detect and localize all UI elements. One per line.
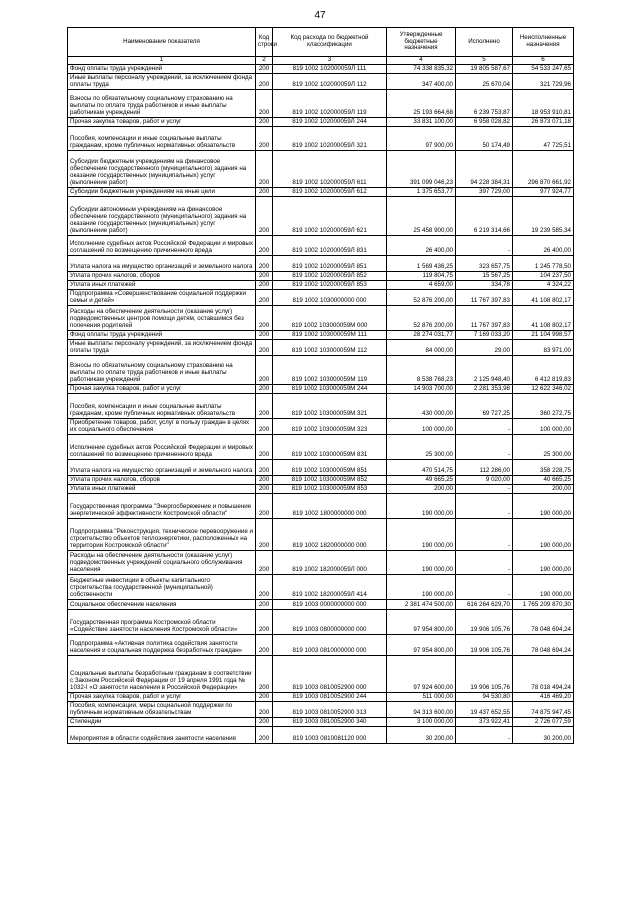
executed-amount: 6 239 753,87 <box>456 90 513 118</box>
indicator-name: Фонд оплаты труда учреждений <box>68 65 256 74</box>
table-row <box>68 718 574 727</box>
approved-amount: 470 514,75 <box>387 460 456 476</box>
unexecuted-amount: 100 000,00 <box>513 419 574 435</box>
row-code: 200 <box>256 419 273 435</box>
classification-code: 819 1002 1820000000 000 <box>273 519 387 551</box>
classification-code: 819 1002 182000059Л 000 <box>273 551 387 575</box>
indicator-name: Иные выплаты персоналу учреждений, за исключением фонда оплаты труда <box>68 340 256 356</box>
table-row <box>68 394 574 419</box>
unexecuted-amount: 4 324,22 <box>513 281 574 290</box>
executed-amount: 19 906 105,76 <box>456 610 513 635</box>
classification-code: 819 1002 103000059М 112 <box>273 340 387 356</box>
unexecuted-amount: 296 870 661,92 <box>513 151 574 188</box>
table-row <box>68 256 574 272</box>
classification-code: 819 1003 0000000000 000 <box>273 600 387 610</box>
executed-amount: - <box>456 551 513 575</box>
approved-amount: 14 903 700,00 <box>387 385 456 394</box>
classification-code: 819 1002 103000059М 321 <box>273 394 387 419</box>
executed-amount: 50 174,49 <box>456 127 513 151</box>
executed-amount: 94 228 384,31 <box>456 151 513 188</box>
executed-amount: 25 670,04 <box>456 74 513 90</box>
classification-code: 819 1002 103000059М 831 <box>273 435 387 460</box>
indicator-name: Бюджетные инвестиции в объекты капитального строительства государственной (муниципальной) собственности <box>68 575 256 600</box>
approved-amount: 74 338 835,32 <box>387 65 456 74</box>
table-body <box>68 65 574 744</box>
row-code: 200 <box>256 727 273 744</box>
row-code: 200 <box>256 281 273 290</box>
header-approved: Утвержденные бюджетные назначения <box>387 28 456 57</box>
row-code: 200 <box>256 575 273 600</box>
table-row <box>68 610 574 635</box>
indicator-name: Взносы по обязательному социальному страхованию на выплаты по оплате труда работников и иные выплаты работникам учреждений <box>68 356 256 385</box>
approved-amount: 190 000,00 <box>387 519 456 551</box>
indicator-name: Подпрограмма «Активная политика содействия занятости населения и социальная поддержка безработных граждан» <box>68 635 256 656</box>
classification-code: 819 1003 0810052900 313 <box>273 702 387 718</box>
row-code: 200 <box>256 494 273 519</box>
row-code: 200 <box>256 656 273 693</box>
row-code: 200 <box>256 340 273 356</box>
approved-amount: 28 274 031,77 <box>387 331 456 340</box>
executed-amount: 19 805 587,67 <box>456 65 513 74</box>
classification-code: 819 1002 182000059Л 414 <box>273 575 387 600</box>
unexecuted-amount: 21 104 998,57 <box>513 331 574 340</box>
approved-amount: 52 876 200,00 <box>387 290 456 306</box>
unexecuted-amount: 416 469,20 <box>513 693 574 702</box>
indicator-name: Исполнение судебных актов Российской Федерации и мировых соглашений по возмещению причиненного вреда <box>68 236 256 256</box>
row-code: 200 <box>256 188 273 197</box>
unexecuted-amount: 19 239 585,34 <box>513 197 574 236</box>
indicator-name: Взносы по обязательному социальному страхованию на выплаты по оплате труда работников и иные выплаты работникам учреждений <box>68 90 256 118</box>
executed-amount: - <box>456 435 513 460</box>
table-row <box>68 419 574 435</box>
unexecuted-amount: 74 875 947,45 <box>513 702 574 718</box>
indicator-name: Фонд оплаты труда учреждений <box>68 331 256 340</box>
column-number: 2 <box>256 57 273 65</box>
classification-code: 819 1003 0810000000 000 <box>273 635 387 656</box>
row-code: 200 <box>256 385 273 394</box>
indicator-name: Прочая закупка товаров, работ и услуг <box>68 118 256 127</box>
approved-amount: 347 400,00 <box>387 74 456 90</box>
table-row <box>68 356 574 385</box>
executed-amount: 15 567,25 <box>456 272 513 281</box>
unexecuted-amount: 26 873 071,18 <box>513 118 574 127</box>
approved-amount: 190 000,00 <box>387 551 456 575</box>
row-code: 200 <box>256 306 273 331</box>
indicator-name: Приобретение товаров, работ, услуг в пользу граждан в целях их социального обеспечения <box>68 419 256 435</box>
table-row <box>68 519 574 551</box>
classification-code: 819 1002 1800000000 000 <box>273 494 387 519</box>
approved-amount: 190 000,00 <box>387 575 456 600</box>
indicator-name: Уплата иных платежей <box>68 281 256 290</box>
column-number: 5 <box>456 57 513 65</box>
header-executed: Исполнено <box>456 28 513 57</box>
approved-amount: 391 099 046,23 <box>387 151 456 188</box>
unexecuted-amount: 30 200,00 <box>513 727 574 744</box>
classification-code: 819 1002 103000059М 852 <box>273 476 387 485</box>
executed-amount: 11 767 397,83 <box>456 290 513 306</box>
unexecuted-amount: 47 725,51 <box>513 127 574 151</box>
row-code: 200 <box>256 356 273 385</box>
row-code: 200 <box>256 635 273 656</box>
classification-code: 819 1002 102000059Л 112 <box>273 74 387 90</box>
classification-code: 819 1002 103000059М 323 <box>273 419 387 435</box>
row-code: 200 <box>256 331 273 340</box>
row-code: 200 <box>256 197 273 236</box>
approved-amount: 3 100 000,00 <box>387 718 456 727</box>
unexecuted-amount: 358 228,75 <box>513 460 574 476</box>
unexecuted-amount: 190 000,00 <box>513 519 574 551</box>
executed-amount: 397 729,00 <box>456 188 513 197</box>
unexecuted-amount: 6 412 819,83 <box>513 356 574 385</box>
executed-amount: - <box>456 494 513 519</box>
indicator-name: Пособия, компенсации, меры социальной поддержки по публичным нормативным обязательствам <box>68 702 256 718</box>
indicator-name: Уплата прочих налогов, сборов <box>68 272 256 281</box>
executed-amount: - <box>456 485 513 494</box>
indicator-name: Расходы на обеспечение деятельности (оказание услуг) подведомственных центров помощи детям, оставшимся без попечения родителей <box>68 306 256 331</box>
unexecuted-amount: 190 000,00 <box>513 575 574 600</box>
row-code: 200 <box>256 435 273 460</box>
indicator-name: Пособия, компенсации и иные социальные выплаты гражданам, кроме публичных нормативных обязательств <box>68 127 256 151</box>
row-code: 200 <box>256 256 273 272</box>
table-row <box>68 494 574 519</box>
row-code: 200 <box>256 600 273 610</box>
approved-amount: 2 381 474 500,00 <box>387 600 456 610</box>
classification-code: 819 1002 103000059М 119 <box>273 356 387 385</box>
table-header-row <box>68 28 574 57</box>
indicator-name: Мероприятия в области содействия занятости населения <box>68 727 256 744</box>
approved-amount: 190 000,00 <box>387 494 456 519</box>
row-code: 200 <box>256 151 273 188</box>
table-row <box>68 197 574 236</box>
executed-amount: 69 727,25 <box>456 394 513 419</box>
unexecuted-amount: 40 665,25 <box>513 476 574 485</box>
approved-amount: 33 831 100,00 <box>387 118 456 127</box>
unexecuted-amount: 190 000,00 <box>513 551 574 575</box>
approved-amount: 84 000,00 <box>387 340 456 356</box>
classification-code: 819 1002 102000059Л 853 <box>273 281 387 290</box>
classification-code: 819 1002 102000059Л 244 <box>273 118 387 127</box>
unexecuted-amount: 200,00 <box>513 485 574 494</box>
unexecuted-amount: 360 272,75 <box>513 394 574 419</box>
approved-amount: 1 569 436,25 <box>387 256 456 272</box>
unexecuted-amount: 12 622 346,02 <box>513 385 574 394</box>
row-code: 200 <box>256 519 273 551</box>
unexecuted-amount: 104 237,50 <box>513 272 574 281</box>
executed-amount: 2 125 948,40 <box>456 356 513 385</box>
row-code: 200 <box>256 272 273 281</box>
classification-code: 819 1002 102000059Л 321 <box>273 127 387 151</box>
row-code: 200 <box>256 702 273 718</box>
approved-amount: 100 000,00 <box>387 419 456 435</box>
table-row <box>68 635 574 656</box>
approved-amount: 30 200,00 <box>387 727 456 744</box>
classification-code: 819 1002 103000059М 853 <box>273 485 387 494</box>
row-code: 200 <box>256 65 273 74</box>
table-row <box>68 188 574 197</box>
row-code: 200 <box>256 236 273 256</box>
row-code: 200 <box>256 551 273 575</box>
approved-amount: 94 313 600,00 <box>387 702 456 718</box>
approved-amount: 119 804,75 <box>387 272 456 281</box>
row-code: 200 <box>256 693 273 702</box>
table-row <box>68 151 574 188</box>
classification-code: 819 1002 102000059Л 831 <box>273 236 387 256</box>
classification-code: 819 1003 0800000000 000 <box>273 610 387 635</box>
classification-code: 819 1002 102000059Л 119 <box>273 90 387 118</box>
executed-amount: 373 922,41 <box>456 718 513 727</box>
approved-amount: 25 193 664,68 <box>387 90 456 118</box>
approved-amount: 4 659,00 <box>387 281 456 290</box>
executed-amount: 19 906 105,76 <box>456 635 513 656</box>
row-code: 200 <box>256 610 273 635</box>
classification-code: 819 1002 102000059Л 852 <box>273 272 387 281</box>
header-row-code: Код строки <box>256 28 273 57</box>
classification-code: 819 1002 103000059М 000 <box>273 306 387 331</box>
unexecuted-amount: 26 400,00 <box>513 236 574 256</box>
column-number: 6 <box>513 57 574 65</box>
table-row <box>68 74 574 90</box>
classification-code: 819 1002 1030000000 000 <box>273 290 387 306</box>
executed-amount: - <box>456 575 513 600</box>
budget-execution-table <box>67 27 574 744</box>
table-row <box>68 460 574 476</box>
table-row <box>68 551 574 575</box>
approved-amount: 97 900,00 <box>387 127 456 151</box>
executed-amount: 11 767 397,83 <box>456 306 513 331</box>
classification-code: 819 1003 0810081120 000 <box>273 727 387 744</box>
row-code: 200 <box>256 127 273 151</box>
approved-amount: 97 954 800,00 <box>387 635 456 656</box>
executed-amount: 323 657,75 <box>456 256 513 272</box>
table-row <box>68 290 574 306</box>
executed-amount: 19 906 105,76 <box>456 656 513 693</box>
executed-amount: 6 219 314,66 <box>456 197 513 236</box>
approved-amount: 97 924 600,00 <box>387 656 456 693</box>
table-row <box>68 272 574 281</box>
classification-code: 819 1002 102000059Л 851 <box>273 256 387 272</box>
table-row <box>68 306 574 331</box>
indicator-name: Иные выплаты персоналу учреждений, за исключением фонда оплаты труда <box>68 74 256 90</box>
table-row <box>68 385 574 394</box>
row-code: 200 <box>256 394 273 419</box>
classification-code: 819 1003 0810052900 000 <box>273 656 387 693</box>
column-number-row <box>68 57 574 65</box>
page-number: 47 <box>314 10 326 21</box>
executed-amount: 616 264 629,70 <box>456 600 513 610</box>
table-row <box>68 281 574 290</box>
table-row <box>68 118 574 127</box>
table-row <box>68 485 574 494</box>
approved-amount: 1 375 653,77 <box>387 188 456 197</box>
executed-amount: 7 169 033,20 <box>456 331 513 340</box>
table-row <box>68 476 574 485</box>
classification-code: 819 1002 103000059М 111 <box>273 331 387 340</box>
unexecuted-amount: 2 726 077,59 <box>513 718 574 727</box>
indicator-name: Уплата прочих налогов, сборов <box>68 476 256 485</box>
indicator-name: Исполнение судебных актов Российской Федерации и мировых соглашений по возмещению причиненного вреда <box>68 435 256 460</box>
approved-amount: 49 665,25 <box>387 476 456 485</box>
indicator-name: Субсидии автономным учреждениям на финансовое обеспечение государственного (муниципального) задания на оказание государственных (муниципальных) услуг (выполнение работ) <box>68 197 256 236</box>
table-row <box>68 575 574 600</box>
indicator-name: Уплата налога на имущество организаций и земельного налога <box>68 256 256 272</box>
table-row <box>68 702 574 718</box>
indicator-name: Расходы на обеспечение деятельности (оказание услуг) подведомственных учреждений социального обслуживания населения <box>68 551 256 575</box>
unexecuted-amount: 54 533 247,65 <box>513 65 574 74</box>
indicator-name: Прочая закупка товаров, работ и услуг <box>68 693 256 702</box>
table-row <box>68 727 574 744</box>
executed-amount: 2 281 353,98 <box>456 385 513 394</box>
row-code: 200 <box>256 718 273 727</box>
header-unexecuted: Неисполненные назначения <box>513 28 574 57</box>
table-row <box>68 656 574 693</box>
indicator-name: Подпрограмма "Реконструкция, техническое перевооружение и строительство объектов теплоэнергетики, расположенных на территории Костромской области" <box>68 519 256 551</box>
column-number: 4 <box>387 57 456 65</box>
executed-amount: - <box>456 727 513 744</box>
classification-code: 819 1002 102000059Л 621 <box>273 197 387 236</box>
executed-amount: 29,00 <box>456 340 513 356</box>
indicator-name: Уплата иных платежей <box>68 485 256 494</box>
classification-code: 819 1003 0810052900 340 <box>273 718 387 727</box>
indicator-name: Стипендии <box>68 718 256 727</box>
table-row <box>68 90 574 118</box>
approved-amount: 52 876 200,00 <box>387 306 456 331</box>
executed-amount: 6 958 028,82 <box>456 118 513 127</box>
table-row <box>68 340 574 356</box>
table-row <box>68 127 574 151</box>
classification-code: 819 1003 0810052900 244 <box>273 693 387 702</box>
executed-amount: - <box>456 419 513 435</box>
header-indicator-name: Наименование показателя <box>68 28 256 57</box>
unexecuted-amount: 41 108 802,17 <box>513 290 574 306</box>
row-code: 200 <box>256 118 273 127</box>
approved-amount: 25 458 900,00 <box>387 197 456 236</box>
unexecuted-amount: 78 018 494,24 <box>513 656 574 693</box>
approved-amount: 8 538 768,23 <box>387 356 456 385</box>
table-row <box>68 236 574 256</box>
executed-amount: - <box>456 519 513 551</box>
executed-amount: 94 530,80 <box>456 693 513 702</box>
unexecuted-amount: 41 108 802,17 <box>513 306 574 331</box>
row-code: 200 <box>256 476 273 485</box>
row-code: 200 <box>256 460 273 476</box>
executed-amount: 19 437 652,55 <box>456 702 513 718</box>
indicator-name: Социальные выплаты безработным гражданам в соответствии с Законом Российской Федерации от 19 апреля 1991 года № 1032-I «О занятости населения в Российской Федерации» <box>68 656 256 693</box>
table-row <box>68 331 574 340</box>
indicator-name: Субсидии бюджетным учреждениям на финансовое обеспечение государственного (муниципального) задания на оказание государственных (муниципальных) услуг (выполнение работ) <box>68 151 256 188</box>
header-budget-classification: Код расхода по бюджетной классификации <box>273 28 387 57</box>
indicator-name: Уплата налога на имущество организаций и земельного налога <box>68 460 256 476</box>
classification-code: 819 1002 102000059Л 111 <box>273 65 387 74</box>
unexecuted-amount: 25 300,00 <box>513 435 574 460</box>
unexecuted-amount: 321 729,96 <box>513 74 574 90</box>
unexecuted-amount: 1 245 778,50 <box>513 256 574 272</box>
table-row <box>68 693 574 702</box>
table-row <box>68 65 574 74</box>
indicator-name: Государственная программа "Энергосбережение и повышение энергетической эффективности Костромской области" <box>68 494 256 519</box>
unexecuted-amount: 190 000,00 <box>513 494 574 519</box>
approved-amount: 430 000,00 <box>387 394 456 419</box>
indicator-name: Государственная программа Костромской области «Содействие занятости населения Костромской области» <box>68 610 256 635</box>
approved-amount: 26 400,00 <box>387 236 456 256</box>
executed-amount: - <box>456 236 513 256</box>
unexecuted-amount: 977 924,77 <box>513 188 574 197</box>
classification-code: 819 1002 102000059Л 612 <box>273 188 387 197</box>
indicator-name: Пособия, компенсации и иные социальные выплаты гражданам, кроме публичных нормативных обязательств <box>68 394 256 419</box>
approved-amount: 200,00 <box>387 485 456 494</box>
executed-amount: 112 286,00 <box>456 460 513 476</box>
unexecuted-amount: 83 971,00 <box>513 340 574 356</box>
executed-amount: 9 020,00 <box>456 476 513 485</box>
approved-amount: 97 954 800,00 <box>387 610 456 635</box>
classification-code: 819 1002 103000059М 244 <box>273 385 387 394</box>
row-code: 200 <box>256 90 273 118</box>
approved-amount: 25 300,00 <box>387 435 456 460</box>
unexecuted-amount: 78 048 694,24 <box>513 610 574 635</box>
classification-code: 819 1002 103000059М 851 <box>273 460 387 476</box>
column-number: 3 <box>273 57 387 65</box>
row-code: 200 <box>256 485 273 494</box>
indicator-name: Прочая закупка товаров, работ и услуг <box>68 385 256 394</box>
executed-amount: 334,78 <box>456 281 513 290</box>
unexecuted-amount: 18 953 910,81 <box>513 90 574 118</box>
indicator-name: Субсидии бюджетным учреждениям на иные цели <box>68 188 256 197</box>
row-code: 200 <box>256 74 273 90</box>
row-code: 200 <box>256 290 273 306</box>
indicator-name: Социальное обеспечение населения <box>68 600 256 610</box>
indicator-name: Подпрограмма «Совершенствование социальной поддержки семьи и детей» <box>68 290 256 306</box>
unexecuted-amount: 78 048 694,24 <box>513 635 574 656</box>
unexecuted-amount: 1 765 209 870,30 <box>513 600 574 610</box>
column-number: 1 <box>68 57 256 65</box>
table-row <box>68 435 574 460</box>
approved-amount: 511 000,00 <box>387 693 456 702</box>
table-row <box>68 600 574 610</box>
classification-code: 819 1002 102000059Л 611 <box>273 151 387 188</box>
